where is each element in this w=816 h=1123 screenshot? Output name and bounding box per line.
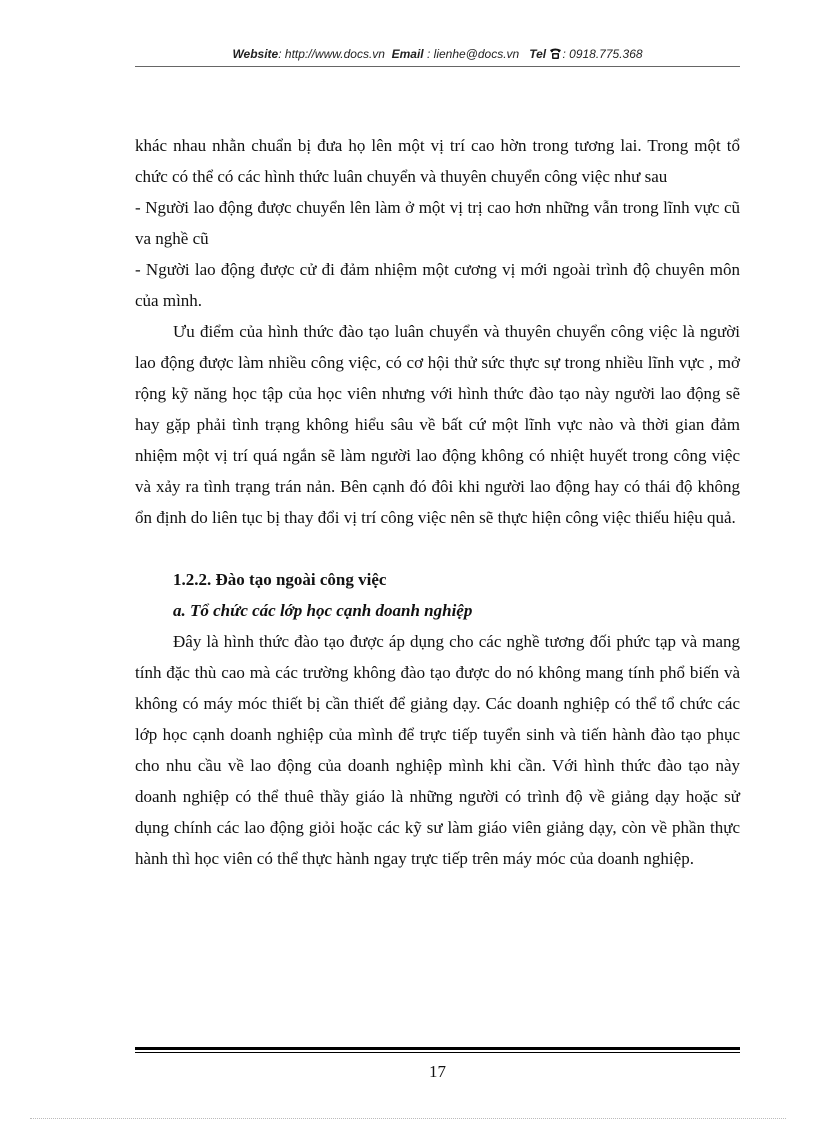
header-divider <box>135 66 740 67</box>
tel-value: : 0918.775.368 <box>562 47 643 61</box>
phone-icon <box>549 48 562 63</box>
paragraph: khác nhau nhằn chuẩn bị đưa họ lên một vị trí cao hờn trong tương lai. Trong một tổ chức có thể có các hình thức luân chuyển và thuyên chuyển công việc như sau <box>135 136 740 186</box>
email-label: Email <box>391 47 424 61</box>
paragraph: Ưu điểm của hình thức đào tạo luân chuyển và thuyên chuyển công việc là người lao động được làm nhiều công việc, có cơ hội thử sức thực sự trong nhiều lĩnh vực , mở rộng kỹ năng học tập của học viên nhưng với hình thức đào tạo này người lao động sẽ hay gặp phải tình trạng không hiểu sâu về bất cứ một lĩnh vực nào và thời gian đảm nhiệm một vị trí quá ngắn sẽ làm người lao động không có nhiệt huyết trong công việc và xảy ra tình trạng trán nản. Bên cạnh đó đôi khi người lao động hay có thái độ không ổn định do liên tục bị thay đổi vị trí công việc nên sẽ thực hiện công việc thiếu hiệu quả. <box>135 322 740 527</box>
page-bottom-border <box>30 1118 786 1120</box>
footer-divider-thin <box>135 1052 740 1053</box>
website-value[interactable]: : http://www.docs.vn <box>278 47 385 61</box>
section-heading: 1.2.2. Đào tạo ngoài công việc <box>173 570 387 589</box>
page-number: 17 <box>429 1062 446 1081</box>
subsection-heading: a. Tổ chức các lớp học cạnh doanh nghiệp <box>173 601 473 620</box>
website-label: Website <box>232 47 279 61</box>
tel-label: Tel <box>529 47 547 61</box>
bullet-item: - Người lao động được chuyển lên làm ở một vị trị cao hơn những vẫn trong lĩnh vực cũ va nghề cũ <box>135 198 740 248</box>
bullet-item: - Người lao động được cử đi đảm nhiệm một cương vị mới ngoài trình độ chuyên môn của mình. <box>135 260 740 310</box>
footer-divider-thick <box>135 1047 740 1050</box>
page-header <box>135 47 740 63</box>
email-value[interactable]: : lienhe@docs.vn <box>426 47 520 61</box>
paragraph: Đây là hình thức đào tạo được áp dụng cho các nghề tương đối phức tạp và mang tính đặc thù cao mà các trường không đào tạo được do nó không mang tính phổ biến và không có máy móc thiết bị cần thiết để giảng dạy. Các doanh nghiệp có thể tổ chức các lớp học cạnh doanh nghiệp của mình để trực tiếp tuyển sinh và tiến hành đào tạo phục cho nhu cầu về lao động của doanh nghiệp mình khi cần. Với hình thức đào tạo này doanh nghiệp có thể thuê thầy giáo là những người có trình độ về giảng dạy hoặc sử dụng chính các lao động giỏi hoặc các kỹ sư làm giáo viên giảng dạy, còn về phần thực hành thì học viên có thể thực hành ngay trực tiếp trên máy móc của doanh nghiệp. <box>135 632 740 868</box>
document-body <box>135 130 740 874</box>
